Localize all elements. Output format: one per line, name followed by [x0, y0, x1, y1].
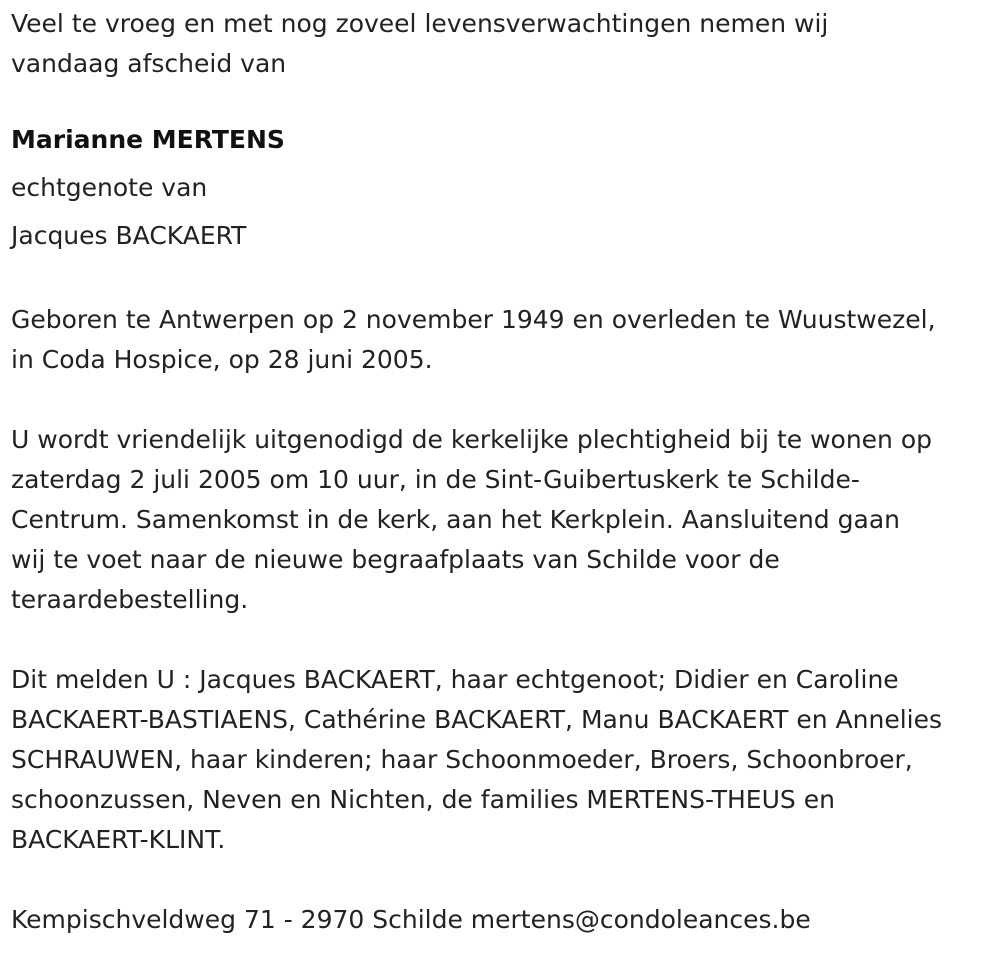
relation-text: echtgenote van [11, 173, 208, 202]
announcers-line: BACKAERT-KLINT. [11, 825, 226, 854]
deceased-block [11, 116, 1000, 260]
spouse-name: Jacques BACKAERT [11, 221, 247, 250]
ceremony-line: wij te voet naar de nieuwe begraafplaats van Schilde voor de [11, 545, 780, 574]
intro-line: vandaag afscheid van [11, 49, 287, 78]
birth-death-line: Geboren te Antwerpen op 2 november 1949 en overleden te Wuustwezel, [11, 305, 936, 334]
intro-paragraph [11, 4, 1000, 84]
deceased-name: Marianne MERTENS [11, 125, 285, 154]
address-text: Kempischveldweg 71 - 2970 Schilde [11, 905, 463, 934]
announcers-line: BACKAERT-BASTIAENS, Cathérine BACKAERT, Manu BACKAERT en Annelies [11, 705, 943, 734]
announcers-paragraph [11, 660, 1000, 860]
ceremony-line: Centrum. Samenkomst in de kerk, aan het Kerkplein. Aansluitend gaan [11, 505, 900, 534]
ceremony-line: U wordt vriendelijk uitgenodigd de kerkelijke plechtigheid bij te wonen op [11, 425, 932, 454]
ceremony-paragraph [11, 420, 1000, 620]
announcers-line: schoonzussen, Neven en Nichten, de families MERTENS-THEUS en [11, 785, 835, 814]
announcers-line: Dit melden U : Jacques BACKAERT, haar echtgenoot; Didier en Caroline [11, 665, 899, 694]
birth-death-line: in Coda Hospice, op 28 juni 2005. [11, 345, 433, 374]
contact-line [11, 900, 1000, 940]
ceremony-line: zaterdag 2 juli 2005 om 10 uur, in de Sint-Guibertuskerk te Schilde- [11, 465, 860, 494]
intro-line: Veel te vroeg en met nog zoveel levensverwachtingen nemen wij [11, 9, 829, 38]
ceremony-line: teraardebestelling. [11, 585, 249, 614]
birth-death-paragraph [11, 300, 1000, 380]
announcers-line: SCHRAUWEN, haar kinderen; haar Schoonmoeder, Broers, Schoonbroer, [11, 745, 913, 774]
email-text: mertens@condoleances.be [470, 905, 811, 934]
